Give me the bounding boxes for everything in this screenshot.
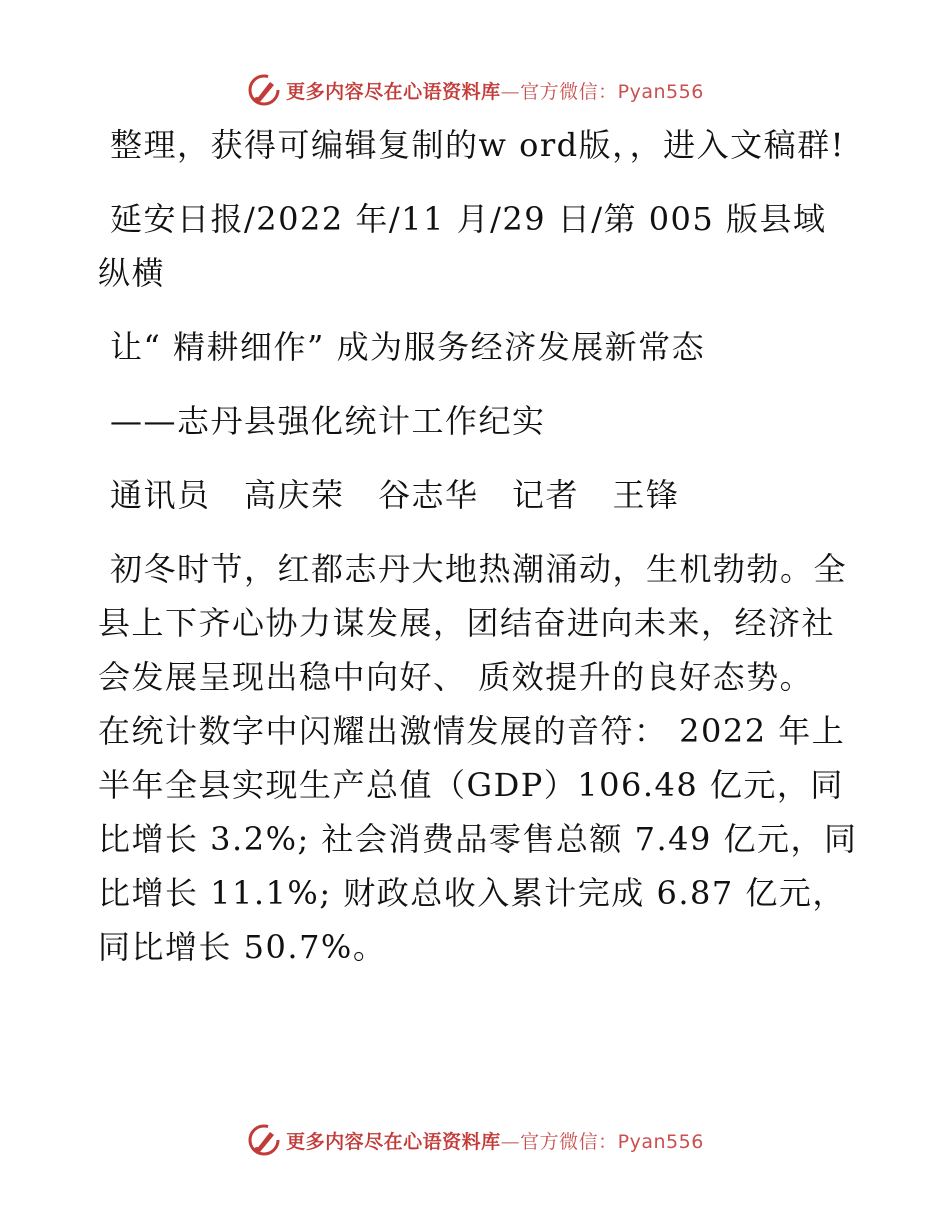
watermark-header — [0, 70, 950, 110]
brush-pen-logo-icon — [246, 1122, 282, 1158]
article-title: 让“ 精耕细作” 成为服务经济发展新常态 — [110, 328, 706, 366]
watermark-contact: 官方微信：Pyan556 — [520, 80, 704, 103]
watermark-footer — [0, 1120, 950, 1160]
brush-pen-logo-icon — [246, 72, 282, 108]
body-paragraph: 初冬时节，红都志丹大地热潮涌动，生机勃勃。全县上下齐心协力谋发展，团结奋进向未来，经济社会发展呈现出稳中向好、 质效提升的良好态势。 在统计数字中闪耀出激情发展的音符： 2022 年上半年全县实现生产总值（GDP）106.48 亿元，同比增长 3.2%; 社会消费品零售总额 7.49 亿元，同比增长 11.1%; 财政总收入累计完成 6.87 亿元，同比增长 50.7%。 — [98, 550, 858, 966]
source-line: 延安日报/2022 年/11 月/29 日/第 005 版县域纵横 — [98, 200, 827, 292]
watermark-text — [286, 1127, 704, 1154]
watermark-separator: — — [500, 1130, 521, 1153]
watermark-contact: 官方微信：Pyan556 — [520, 1130, 704, 1153]
watermark-brand: 更多内容尽在心语资料库 — [286, 1130, 501, 1153]
document-body — [98, 118, 858, 994]
watermark-brand: 更多内容尽在心语资料库 — [286, 80, 501, 103]
intro-paragraph: 整理，获得可编辑复制的w ord版，，进入文稿群! — [110, 126, 845, 164]
byline: 通讯员 高庆荣 谷志华 记者 王锋 — [110, 476, 680, 514]
watermark-separator: — — [500, 80, 521, 103]
watermark-text — [286, 77, 704, 104]
article-subtitle: ——志丹县强化统计工作纪实 — [110, 402, 546, 440]
